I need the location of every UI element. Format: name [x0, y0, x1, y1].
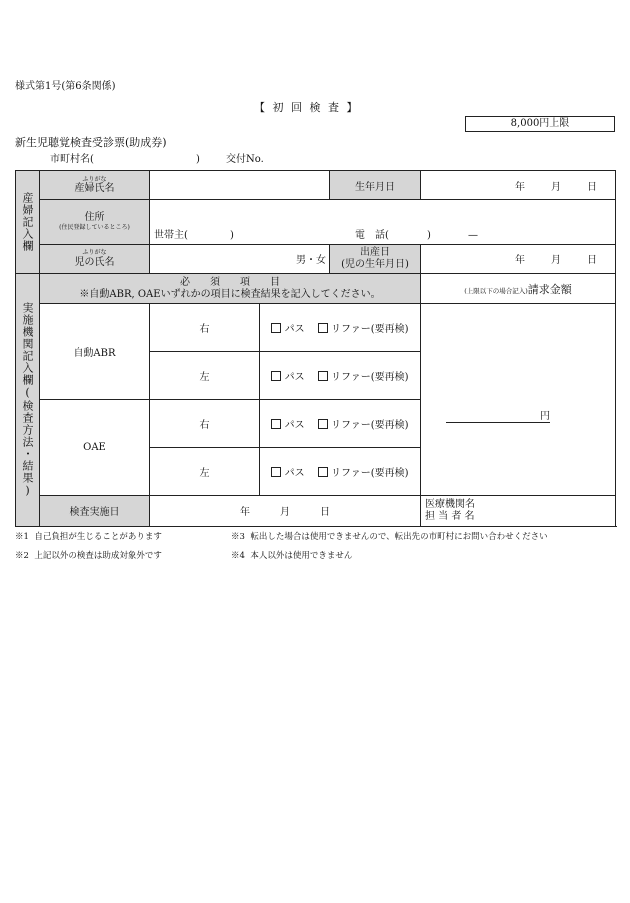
address-label: 住所 (住民登録しているところ): [40, 200, 150, 245]
oae-right-label: 右: [150, 399, 260, 448]
oae-right-pass-checkbox[interactable]: [271, 419, 281, 429]
form-number: 様式第1号(第6条関係): [15, 81, 116, 92]
person-label: 担 当 者 名: [425, 510, 475, 522]
phone-dash: —: [468, 229, 478, 241]
phone-label: 電 話(: [355, 229, 389, 241]
facility-field[interactable]: [421, 495, 616, 526]
abr-right-pass-checkbox[interactable]: [271, 323, 281, 333]
form-title: 【 初 回 検 査 】: [254, 101, 360, 114]
birth-date-label: 生年月日: [330, 171, 421, 200]
institution-section-label: 実施機関記入欄(検査方法・結果): [16, 274, 40, 527]
oae-right-refer-checkbox[interactable]: [318, 419, 328, 429]
oae-left-pass-checkbox[interactable]: [271, 467, 281, 477]
note-4: ※4 本人以外は使用できません: [231, 551, 353, 561]
municipality-close: ): [196, 154, 200, 165]
child-name-field[interactable]: [150, 244, 330, 273]
address-field[interactable]: [150, 200, 616, 245]
birth-date-field[interactable]: 年 月 日: [421, 171, 616, 200]
oae-label: OAE: [40, 399, 150, 495]
note-1: ※1 自己負担が生じることがあります: [15, 532, 162, 542]
form-name: 新生児聴覚検査受診票(助成券): [15, 136, 167, 149]
mother-section-label: 産婦記入欄: [16, 171, 40, 274]
voucher-table: [15, 170, 616, 527]
oae-left-refer-checkbox[interactable]: [318, 467, 328, 477]
abr-right-label: 右: [150, 304, 260, 352]
phone-close: ): [427, 229, 431, 241]
note-2: ※2 上記以外の検査は助成対象外です: [15, 551, 162, 561]
yen-line: [446, 407, 550, 423]
child-birth-field[interactable]: 年 月 日: [421, 244, 616, 273]
child-name-label: ふりがな 児の氏名: [40, 244, 150, 273]
oae-left-result: パス リファー(要再検): [260, 448, 421, 496]
note-3: ※3 転出した場合は使用できませんので、転出先の市町村にお問い合わせください: [231, 532, 548, 542]
limit-box: 8,000円上限: [465, 116, 615, 132]
issue-number-label: 交付No.: [226, 154, 264, 165]
sex-select[interactable]: 男・女: [296, 255, 326, 267]
required-header: 必 須 項 目 ※自動ABR, OAEいずれかの項目に検査結果を記入してください。: [40, 274, 421, 304]
abr-right-result: パス リファー(要再検): [260, 304, 421, 352]
oae-left-label: 左: [150, 448, 260, 496]
abr-label: 自動ABR: [40, 304, 150, 399]
child-birth-label: 出産日 (児の生年月日): [330, 244, 421, 273]
abr-left-result: パス リファー(要再検): [260, 352, 421, 400]
householder-label: 世帯主(: [154, 229, 188, 241]
abr-left-pass-checkbox[interactable]: [271, 371, 281, 381]
claim-amount-field[interactable]: [421, 304, 616, 495]
municipality-label: 市町村名(: [50, 154, 94, 165]
mother-name-field[interactable]: [150, 171, 330, 200]
oae-right-result: パス リファー(要再検): [260, 399, 421, 448]
abr-left-label: 左: [150, 352, 260, 400]
abr-left-refer-checkbox[interactable]: [318, 371, 328, 381]
facility-label: 医療機関名: [425, 498, 475, 510]
claim-header: (上限以下の場合記入)請求金額: [421, 274, 616, 304]
exam-date-label: 検査実施日: [40, 495, 150, 526]
abr-right-refer-checkbox[interactable]: [318, 323, 328, 333]
householder-close: ): [230, 229, 234, 241]
mother-name-label: ふりがな 産婦氏名: [40, 171, 150, 200]
exam-date-field[interactable]: 年 月 日: [150, 495, 421, 526]
yen-label: 円: [540, 410, 550, 422]
